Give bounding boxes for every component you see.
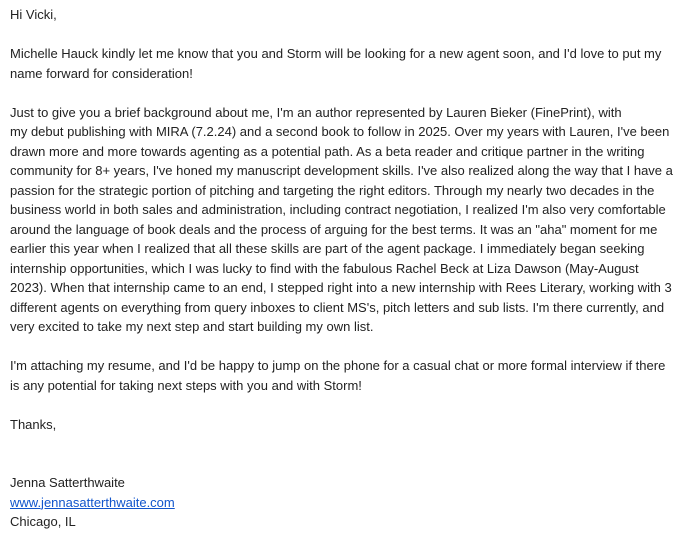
paragraph-line: Michelle Hauck kindly let me know that you and Storm will be looking for a new agent soon, and I'd love to put my: [10, 46, 662, 61]
paragraph-line: earlier this year when I realized that all these skills are part of the agent package. I immediately began seeking: [10, 241, 645, 256]
paragraph-line: internship opportunities, which I was lucky to find with the fabulous Rachel Beck at Liza Dawson (May-August: [10, 260, 639, 276]
spacer: [10, 395, 680, 415]
email-paragraph-1: [10, 44, 680, 83]
paragraph-line: business world in both sales and administration, including contract negotiation, I realized I'm also very comfortable: [10, 202, 666, 217]
email-greeting: Hi Vicki,: [10, 7, 57, 22]
spacer: [10, 25, 680, 45]
paragraph-line: name forward for consideration!: [10, 65, 193, 81]
paragraph-line: community for 8+ years, I've honed my manuscript development skills. I've also realized along the way that I have a: [10, 163, 673, 178]
email-body: [10, 5, 680, 532]
paragraph-line: around the language of book deals and the process of arguing for the best terms. It was an "aha" moment for me: [10, 221, 658, 237]
paragraph-line: different agents on everything from query inboxes to client MS's, pitch letters and sub lists. I'm there currently, and: [10, 299, 665, 315]
paragraph-line: very excited to take my next step and start building my own list.: [10, 319, 374, 334]
email-signature: [10, 473, 680, 532]
spacer: [10, 83, 680, 103]
signature-website-row: [10, 493, 680, 513]
signature-location: Chicago, IL: [10, 514, 76, 529]
spacer: [10, 337, 680, 357]
paragraph-line: passion for the strategic portion of pitching and targeting the right editors. Through my nearly two decades in the: [10, 182, 655, 198]
paragraph-line: Just to give you a brief background about me, I'm an author represented by Lauren Bieker (FinePrint), with: [10, 104, 622, 120]
spacer: [10, 434, 680, 454]
paragraph-line: 2023). When that internship came to an end, I stepped right into a new internship with Rees Literary, working with 3: [10, 280, 672, 295]
paragraph-line: my debut publishing with MIRA (7.2.24) and a second book to follow in 2025. Over my years with Lauren, I've been: [10, 124, 670, 139]
email-paragraph-2: [10, 103, 680, 337]
paragraph-line: drawn more and more towards agenting as a potential path. As a beta reader and critique partner in the writing: [10, 143, 645, 159]
signature-website-link[interactable]: www.jennasatterthwaite.com: [10, 494, 175, 510]
email-paragraph-3: [10, 356, 680, 395]
spacer: [10, 454, 680, 474]
paragraph-line: is any potential for taking next steps with you and with Storm!: [10, 377, 362, 393]
email-closing: Thanks,: [10, 416, 57, 432]
signature-name: Jenna Satterthwaite: [10, 475, 125, 490]
paragraph-line: I'm attaching my resume, and I'd be happy to jump on the phone for a casual chat or more formal interview if there: [10, 358, 666, 373]
